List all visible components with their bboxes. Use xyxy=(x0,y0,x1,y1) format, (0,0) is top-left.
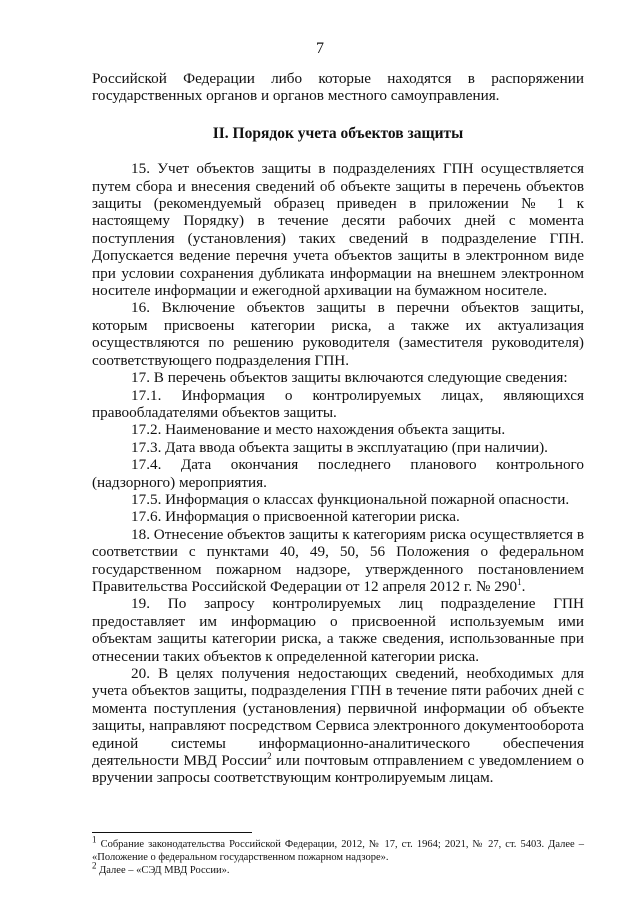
footnote-1-text: Собрание законодательства Российской Федерации, 2012, № 17, ст. 1964; 2021, № 27, ст. 5403. Далее – «Положение о федеральном государственном пожарном надзоре». xyxy=(92,839,584,863)
paragraph-17: 17. В перечень объектов защиты включаются следующие сведения: xyxy=(131,369,568,387)
paragraph-17-5: 17.5. Информация о классах функциональной пожарной опасности. xyxy=(131,490,570,508)
footnote-divider xyxy=(92,832,252,833)
paragraph-17-4: 17.4. Дата окончания последнего планового контрольного (надзорного) мероприятия. xyxy=(92,456,584,491)
paragraph-20 xyxy=(92,665,584,787)
paragraph-20-text-b: или почтовым отправлением с уведомлением о вручении запросы соответствующим контролируемым лицам. xyxy=(92,752,585,787)
paragraph-18 xyxy=(92,526,584,596)
footnotes xyxy=(92,834,584,877)
paragraph-20-text-a: 20. В целях получения недостающих сведений, необходимых для учета объектов защиты, подразделения ГПН в течение пяти рабочих дней с момента поступления (установления) первичной информации об объекте защиты, направляют посредством Сервиса электронного документооборота единой системы информационно-аналитического обеспечения деятельности МВД России xyxy=(92,665,584,770)
footnote-1-mark: 1 xyxy=(92,834,97,845)
footnote-2-text: Далее – «СЭД МВД России». xyxy=(96,865,230,876)
paragraph-16: 16. Включение объектов защиты в перечни объектов защиты, которым присвоены категории риска, а также их актуализация осуществляются по решению руководителя (заместителя руководителя) соответствующего подразделения ГПН. xyxy=(92,299,584,369)
paragraph-17-2: 17.2. Наименование и место нахождения объекта защиты. xyxy=(131,421,506,439)
paragraph-18-text: 18. Отнесение объектов защиты к категориям риска осуществляется в соответствии с пунктами 40, 49, 50, 56 Положения о федеральном государственном пожарном надзоре, утвержденного постановлением Правительства Российской Федерации от 12 апреля 2012 г. № 290 xyxy=(92,525,584,595)
footnote-ref-2: 2 xyxy=(267,750,272,761)
paragraph-17-3: 17.3. Дата ввода объекта защиты в эксплуатацию (при наличии). xyxy=(131,438,548,456)
paragraph-19: 19. По запросу контролируемых лиц подразделение ГПН предоставляет им информацию о присвоенной используемым ими объектам защиты категории риска, а также сведения, использованные при отнесении таких объектов к определенной категории риска. xyxy=(92,595,584,665)
document-body xyxy=(92,70,584,787)
paragraph-17-6: 17.6. Информация о присвоенной категории риска. xyxy=(131,508,460,526)
section-title: II. Порядок учета объектов защиты xyxy=(212,124,464,142)
page-number: 7 xyxy=(316,40,324,57)
paragraph-18-end: . xyxy=(521,577,526,595)
lead-paragraph: Российской Федерации либо которые находятся в распоряжении государственных органов и органов местного самоуправления. xyxy=(92,70,584,105)
paragraph-17-1: 17.1. Информация о контролируемых лицах, являющихся правообладателями объектов защиты. xyxy=(92,386,584,421)
footnote-2-mark: 2 xyxy=(92,860,97,871)
paragraph-15: 15. Учет объектов защиты в подразделениях ГПН осуществляется путем сбора и внесения сведений об объекте защиты в перечень объектов защиты (рекомендуемый образец приведен в приложении № 1 к настоящему Порядку) в течение десяти рабочих дней с момента поступления (установления) таких сведений в подразделение ГПН. Допускается ведение перечня учета объектов защиты в электронном виде при условии сохранения дубликата информации на внешнем электронном носителе информации и ежегодной архивации на бумажном носителе. xyxy=(92,160,584,300)
footnote-ref-1: 1 xyxy=(517,576,522,587)
footnote-1 xyxy=(92,834,584,864)
footnote-2 xyxy=(92,860,584,877)
